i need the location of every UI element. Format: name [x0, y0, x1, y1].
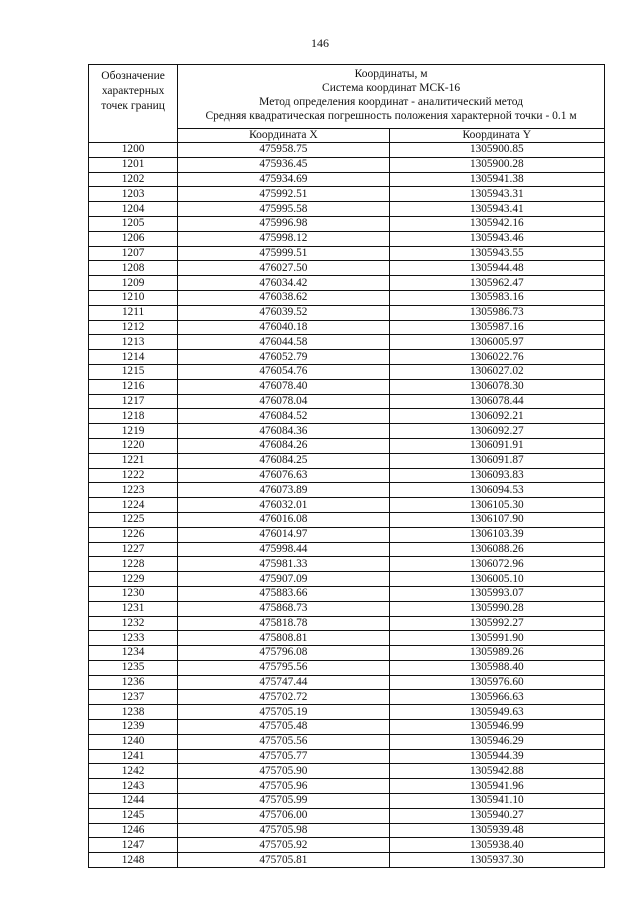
table-row [89, 453, 605, 468]
point-id-cell: 1243 [89, 779, 178, 794]
coord-y-cell: 1305943.41 [389, 202, 604, 217]
table-row [89, 557, 605, 572]
coord-y-cell: 1305944.48 [389, 261, 604, 276]
point-id-cell: 1234 [89, 646, 178, 661]
table-row [89, 231, 605, 246]
coord-y-cell: 1305993.07 [389, 586, 604, 601]
point-id-cell: 1236 [89, 675, 178, 690]
coord-x-cell: 475705.98 [178, 823, 389, 838]
coord-x-cell: 475705.81 [178, 853, 389, 868]
coord-y-cell: 1305941.10 [389, 794, 604, 809]
table-row [89, 779, 605, 794]
coord-x-cell: 475705.90 [178, 764, 389, 779]
coord-y-cell: 1306078.30 [389, 379, 604, 394]
table-row [89, 276, 605, 291]
point-id-cell: 1225 [89, 512, 178, 527]
table-row [89, 586, 605, 601]
table-row [89, 187, 605, 202]
table-row [89, 794, 605, 809]
coord-x-cell: 476084.36 [178, 424, 389, 439]
coord-x-cell: 475747.44 [178, 675, 389, 690]
point-id-cell: 1208 [89, 261, 178, 276]
coord-y-cell: 1306092.27 [389, 424, 604, 439]
coord-x-cell: 475995.58 [178, 202, 389, 217]
coord-x-cell: 475958.75 [178, 143, 389, 158]
table-row [89, 350, 605, 365]
table-row [89, 853, 605, 868]
coord-x-cell: 475796.08 [178, 646, 389, 661]
coord-x-cell: 475808.81 [178, 631, 389, 646]
point-id-cell: 1237 [89, 690, 178, 705]
point-id-cell: 1224 [89, 498, 178, 513]
coord-y-cell: 1305949.63 [389, 705, 604, 720]
point-id-cell: 1228 [89, 557, 178, 572]
table-row [89, 438, 605, 453]
coord-y-cell: 1306078.44 [389, 394, 604, 409]
coord-y-cell: 1306091.91 [389, 438, 604, 453]
table-row [89, 379, 605, 394]
table-row [89, 498, 605, 513]
point-id-cell: 1244 [89, 794, 178, 809]
point-id-cell: 1226 [89, 527, 178, 542]
coord-y-cell: 1306072.96 [389, 557, 604, 572]
table-row [89, 483, 605, 498]
coord-x-cell: 476078.04 [178, 394, 389, 409]
coord-y-cell: 1305986.73 [389, 305, 604, 320]
table-row [89, 394, 605, 409]
point-id-cell: 1246 [89, 823, 178, 838]
coord-y-cell: 1306005.10 [389, 572, 604, 587]
point-id-cell: 1247 [89, 838, 178, 853]
table-body [89, 143, 605, 868]
header-coordinates [178, 65, 605, 129]
coord-x-cell: 475992.51 [178, 187, 389, 202]
coord-y-cell: 1306091.87 [389, 453, 604, 468]
table-row [89, 720, 605, 735]
coord-x-cell: 475706.00 [178, 808, 389, 823]
table-row [89, 512, 605, 527]
coord-x-cell: 475907.09 [178, 572, 389, 587]
point-id-cell: 1207 [89, 246, 178, 261]
coord-x-cell: 475981.33 [178, 557, 389, 572]
coord-y-cell: 1306103.39 [389, 527, 604, 542]
point-id-cell: 1202 [89, 172, 178, 187]
point-id-cell: 1230 [89, 586, 178, 601]
coord-x-cell: 475868.73 [178, 601, 389, 616]
point-id-cell: 1217 [89, 394, 178, 409]
table-row [89, 157, 605, 172]
coord-y-cell: 1306107.90 [389, 512, 604, 527]
column-header-x: Координата X [178, 129, 389, 143]
coord-x-cell: 476054.76 [178, 364, 389, 379]
point-id-cell: 1240 [89, 734, 178, 749]
table-row [89, 216, 605, 231]
point-id-cell: 1241 [89, 749, 178, 764]
point-id-cell: 1200 [89, 143, 178, 158]
coord-x-cell: 475818.78 [178, 616, 389, 631]
coord-x-cell: 475705.92 [178, 838, 389, 853]
coord-x-cell: 475883.66 [178, 586, 389, 601]
table-row [89, 631, 605, 646]
point-id-cell: 1214 [89, 350, 178, 365]
table-row [89, 143, 605, 158]
table-row [89, 305, 605, 320]
point-id-cell: 1242 [89, 764, 178, 779]
point-id-cell: 1212 [89, 320, 178, 335]
table-row [89, 468, 605, 483]
table-row [89, 409, 605, 424]
coord-x-cell: 476034.42 [178, 276, 389, 291]
coord-x-cell: 476032.01 [178, 498, 389, 513]
point-id-cell: 1227 [89, 542, 178, 557]
coord-x-cell: 475936.45 [178, 157, 389, 172]
coord-y-cell: 1305900.28 [389, 157, 604, 172]
coord-y-cell: 1306005.97 [389, 335, 604, 350]
coord-y-cell: 1305962.47 [389, 276, 604, 291]
point-id-cell: 1221 [89, 453, 178, 468]
coord-y-cell: 1305991.90 [389, 631, 604, 646]
coord-x-cell: 476084.26 [178, 438, 389, 453]
coord-y-cell: 1306092.21 [389, 409, 604, 424]
coord-y-cell: 1305966.63 [389, 690, 604, 705]
coord-x-cell: 475999.51 [178, 246, 389, 261]
point-id-cell: 1229 [89, 572, 178, 587]
coord-y-cell: 1305938.40 [389, 838, 604, 853]
coord-y-cell: 1305942.16 [389, 216, 604, 231]
coord-x-cell: 476039.52 [178, 305, 389, 320]
coord-x-cell: 476052.79 [178, 350, 389, 365]
coord-y-cell: 1306088.26 [389, 542, 604, 557]
point-id-cell: 1245 [89, 808, 178, 823]
coord-x-cell: 476076.63 [178, 468, 389, 483]
coordinates-table [88, 64, 605, 868]
header-coords-line: Система координат МСК-16 [322, 82, 461, 94]
coord-y-cell: 1305990.28 [389, 601, 604, 616]
point-id-cell: 1209 [89, 276, 178, 291]
point-id-cell: 1239 [89, 720, 178, 735]
coord-x-cell: 475705.96 [178, 779, 389, 794]
coord-x-cell: 475934.69 [178, 172, 389, 187]
point-id-cell: 1206 [89, 231, 178, 246]
point-id-cell: 1233 [89, 631, 178, 646]
coord-y-cell: 1306094.53 [389, 483, 604, 498]
table-row [89, 675, 605, 690]
coord-y-cell: 1305944.39 [389, 749, 604, 764]
point-id-cell: 1201 [89, 157, 178, 172]
table-row [89, 601, 605, 616]
table-row [89, 364, 605, 379]
header-coords-line: Метод определения координат - аналитический метод [259, 96, 524, 108]
point-id-cell: 1235 [89, 660, 178, 675]
table-row [89, 320, 605, 335]
coord-x-cell: 476038.62 [178, 290, 389, 305]
coord-x-cell: 476027.50 [178, 261, 389, 276]
coord-x-cell: 476040.18 [178, 320, 389, 335]
column-header-y: Координата Y [389, 129, 604, 143]
coord-y-cell: 1305988.40 [389, 660, 604, 675]
table-row [89, 646, 605, 661]
coord-y-cell: 1305900.85 [389, 143, 604, 158]
point-id-cell: 1204 [89, 202, 178, 217]
coord-y-cell: 1305987.16 [389, 320, 604, 335]
table-row [89, 734, 605, 749]
table-row [89, 335, 605, 350]
header-points: Обозначение характерных точек границ [89, 65, 178, 143]
table-row [89, 542, 605, 557]
coord-x-cell: 476016.08 [178, 512, 389, 527]
coord-y-cell: 1305941.38 [389, 172, 604, 187]
table-row [89, 705, 605, 720]
point-id-cell: 1213 [89, 335, 178, 350]
coord-y-cell: 1305943.31 [389, 187, 604, 202]
coord-x-cell: 475998.44 [178, 542, 389, 557]
coord-x-cell: 475795.56 [178, 660, 389, 675]
coord-y-cell: 1305983.16 [389, 290, 604, 305]
point-id-cell: 1203 [89, 187, 178, 202]
coord-y-cell: 1305943.55 [389, 246, 604, 261]
table-row [89, 838, 605, 853]
point-id-cell: 1218 [89, 409, 178, 424]
coord-y-cell: 1305946.29 [389, 734, 604, 749]
point-id-cell: 1216 [89, 379, 178, 394]
coord-y-cell: 1306022.76 [389, 350, 604, 365]
point-id-cell: 1205 [89, 216, 178, 231]
point-id-cell: 1215 [89, 364, 178, 379]
table-row [89, 660, 605, 675]
coord-x-cell: 476078.40 [178, 379, 389, 394]
coord-x-cell: 475705.99 [178, 794, 389, 809]
coord-y-cell: 1305942.88 [389, 764, 604, 779]
point-id-cell: 1219 [89, 424, 178, 439]
table-row [89, 823, 605, 838]
point-id-cell: 1211 [89, 305, 178, 320]
coord-y-cell: 1305939.48 [389, 823, 604, 838]
table-row [89, 749, 605, 764]
coord-y-cell: 1306027.02 [389, 364, 604, 379]
table-row [89, 616, 605, 631]
coord-y-cell: 1305941.96 [389, 779, 604, 794]
point-id-cell: 1238 [89, 705, 178, 720]
coord-x-cell: 475998.12 [178, 231, 389, 246]
point-id-cell: 1231 [89, 601, 178, 616]
coord-y-cell: 1305976.60 [389, 675, 604, 690]
table-row [89, 290, 605, 305]
coord-x-cell: 476044.58 [178, 335, 389, 350]
table-row [89, 261, 605, 276]
table-row [89, 690, 605, 705]
coord-x-cell: 475705.48 [178, 720, 389, 735]
coord-x-cell: 475705.56 [178, 734, 389, 749]
coord-y-cell: 1305992.27 [389, 616, 604, 631]
page-number: 146 [311, 36, 329, 50]
table-row [89, 527, 605, 542]
coord-y-cell: 1306105.30 [389, 498, 604, 513]
point-id-cell: 1232 [89, 616, 178, 631]
header-coords-line: Координаты, м [354, 68, 428, 80]
coord-x-cell: 475705.19 [178, 705, 389, 720]
point-id-cell: 1210 [89, 290, 178, 305]
table-row [89, 246, 605, 261]
coord-x-cell: 475996.98 [178, 216, 389, 231]
point-id-cell: 1222 [89, 468, 178, 483]
coord-y-cell: 1305937.30 [389, 853, 604, 868]
coord-y-cell: 1306093.83 [389, 468, 604, 483]
point-id-cell: 1223 [89, 483, 178, 498]
coord-x-cell: 475705.77 [178, 749, 389, 764]
table-row [89, 172, 605, 187]
coord-x-cell: 476084.52 [178, 409, 389, 424]
coord-x-cell: 475702.72 [178, 690, 389, 705]
coord-y-cell: 1305946.99 [389, 720, 604, 735]
coord-y-cell: 1305940.27 [389, 808, 604, 823]
table-row [89, 572, 605, 587]
coord-x-cell: 476084.25 [178, 453, 389, 468]
table-row [89, 764, 605, 779]
table-row [89, 424, 605, 439]
table-row [89, 202, 605, 217]
coord-y-cell: 1305943.46 [389, 231, 604, 246]
coord-x-cell: 476014.97 [178, 527, 389, 542]
coord-y-cell: 1305989.26 [389, 646, 604, 661]
point-id-cell: 1220 [89, 438, 178, 453]
coord-x-cell: 476073.89 [178, 483, 389, 498]
point-id-cell: 1248 [89, 853, 178, 868]
header-coords-line: Средняя квадратическая погрешность положения характерной точки - 0.1 м [205, 110, 577, 122]
table-row [89, 808, 605, 823]
